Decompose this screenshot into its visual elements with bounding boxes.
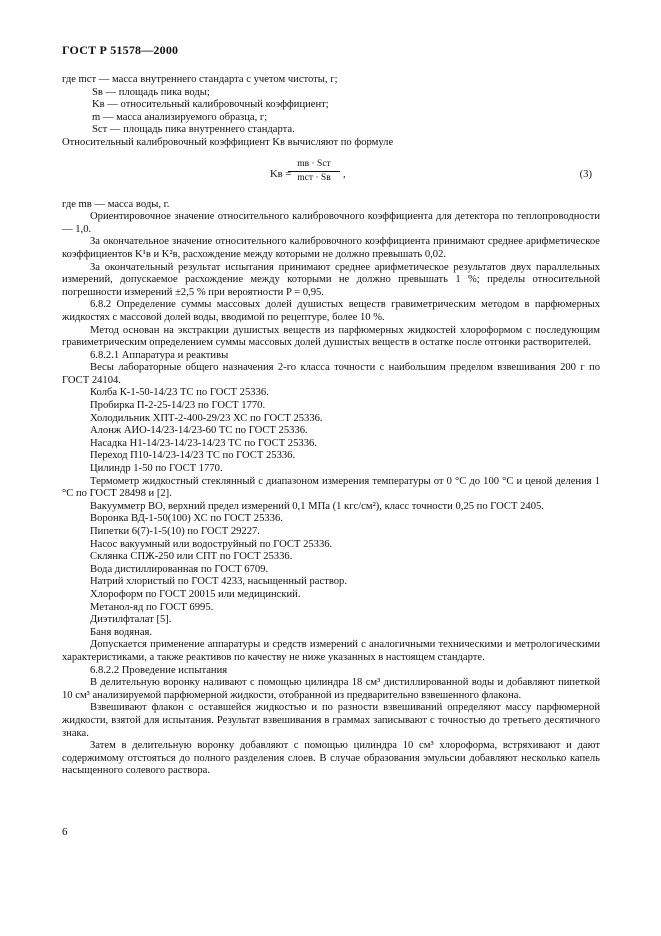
paragraph: В делительную воронку наливают с помощью цилиндра 18 см³ дистиллированной воды и добавляют пипеткой 10 см³ анализируемой парфюмерной жидкости, отобранной из предварительно взвешенного флакона. (62, 677, 600, 701)
formula-3 (62, 156, 600, 196)
paragraph: За окончательное значение относительного калибровочного коэффициента принимают среднее арифметическое коэффициентов K¹в и K²в, расхождение между которыми не должно превышать 0,02. (62, 236, 600, 260)
equipment-item: Воронка ВД-1-50(100) ХС по ГОСТ 25336. (90, 513, 283, 525)
equipment-item: Колба К-1-50-14/23 ТС по ГОСТ 25336. (90, 387, 269, 399)
equipment-item: Склянка СПЖ-250 или СПТ по ГОСТ 25336. (90, 551, 293, 563)
reagent-item: Метанол-яд по ГОСТ 6995. (90, 601, 214, 613)
section-heading: 6.8.2 Определение суммы массовых долей душистых веществ гравиметрическим методом в парфюмерных жидкостях с массовой долей воды, вводимой по рецептуре, более 10 %. (62, 299, 600, 323)
formula-numerator: mв · Sст (288, 158, 340, 172)
standard-header: ГОСТ Р 51578—2000 (62, 43, 179, 57)
reagent-item: Натрий хлористый по ГОСТ 4233, насыщенный раствор. (90, 576, 347, 588)
equipment-item: Пипетки 6(7)-1-5(10) по ГОСТ 29227. (90, 526, 260, 537)
definition-m: m — масса анализируемого образца, г; (92, 111, 268, 123)
formula-fraction (288, 158, 340, 185)
paragraph: Метод основан на экстракции душистых веществ из парфюмерных жидкостей хлороформом с последующим гравиметрическим определением суммы массовых долей душистых веществ в остатке после отгонки растворителей. (62, 324, 600, 349)
paragraph: Взвешивают флакон с оставшейся жидкостью и по разности взвешиваний определяют массу парфюмерной жидкости, взятой для испытания. Результат взвешивания в граммах записывают с точностью до третьего десятичного знака. (62, 702, 600, 739)
equipment-item: Пробирка П-2-25-14/23 по ГОСТ 1770. (90, 400, 266, 412)
equipment-item: Насадка Н1-14/23-14/23-14/23 ТС по ГОСТ 25336. (90, 437, 317, 449)
formula-lhs: Kв = (270, 168, 292, 180)
equipment-item: Алонж АИО-14/23-14/23-60 ТС по ГОСТ 25336. (90, 425, 308, 437)
equipment-item: Вакуумметр ВО, верхний предел измерений 0,1 МПа (1 кгс/см²), класс точности 0,25 по ГОСТ 2405. (90, 500, 544, 512)
page-number: 6 (62, 826, 68, 838)
formula-comma: , (343, 168, 346, 180)
equipment-item: Баня водяная. (90, 626, 153, 638)
reagent-item: Хлороформ по ГОСТ 20015 или медицинский. (90, 588, 301, 600)
definition-sv: Sв — площадь пика воды; (92, 86, 210, 98)
paragraph: Допускается применение аппаратуры и средств измерений с аналогичными техническими и метрологическими характеристиками, а также реактивов по качеству не ниже указанных в настоящем стандарте. (62, 639, 600, 663)
definition-sst: Sст — площадь пика внутреннего стандарта. (92, 124, 295, 136)
equipment-item: Насос вакуумный или водоструйный по ГОСТ 25336. (90, 538, 333, 550)
subsection-heading: 6.8.2.1 Аппаратура и реактивы (90, 349, 229, 361)
equipment-item: Весы лабораторные общего назначения 2-го класса точности с наибольшим пределом взвешивания 200 г по ГОСТ 24104. (62, 362, 600, 386)
formula-number: (3) (579, 168, 592, 180)
equipment-item: Переход П10-14/23-14/23 ТС по ГОСТ 25336. (90, 450, 296, 462)
reagent-item: Диэтилфталат [5]. (90, 614, 172, 626)
paragraph: Ориентировочное значение относительного калибровочного коэффициента для детектора по теплопроводности — 1,0. (62, 211, 600, 235)
definition-mst: где mст — масса внутреннего стандарта с учетом чистоты, г; (62, 74, 338, 85)
formula-denominator: mст · Sв (297, 172, 331, 183)
paragraph: За окончательный результат испытания принимают среднее арифметическое результатов двух параллельных измерений, допускаемое расхождение между которыми не должно превышать 1 %; пределы относительной погрешности измерений ±2,5 % при вероятности P = 0,95. (62, 261, 600, 298)
reagent-item: Вода дистиллированная по ГОСТ 6709. (90, 563, 269, 575)
document-body (62, 74, 600, 778)
subsection-heading: 6.8.2.2 Проведение испытания (90, 664, 228, 676)
equipment-item: Цилиндр 1-50 по ГОСТ 1770. (90, 463, 223, 475)
equipment-item: Термометр жидкостный стеклянный с диапазоном измерения температуры от 0 °С до 100 °С и ценой деления 1 °С по ГОСТ 28498 и [2]. (62, 475, 600, 500)
paragraph: где mв — масса воды, г. (62, 198, 170, 210)
definition-kv: Kв — относительный калибровочный коэффициент; (92, 99, 329, 111)
equipment-item: Холодильник ХПТ-2-400-29/23 ХС по ГОСТ 25336. (90, 412, 323, 424)
formula-intro: Относительный калибровочный коэффициент Kв вычисляют по формуле (62, 136, 394, 148)
paragraph: Затем в делительную воронку добавляют с помощью цилиндра 10 см³ хлороформа, встряхивают и дают содержимому отстояться до полного разделения слоев. В случае образования эмульсии добавляют несколько капель насыщенного солевого раствора. (62, 740, 600, 777)
